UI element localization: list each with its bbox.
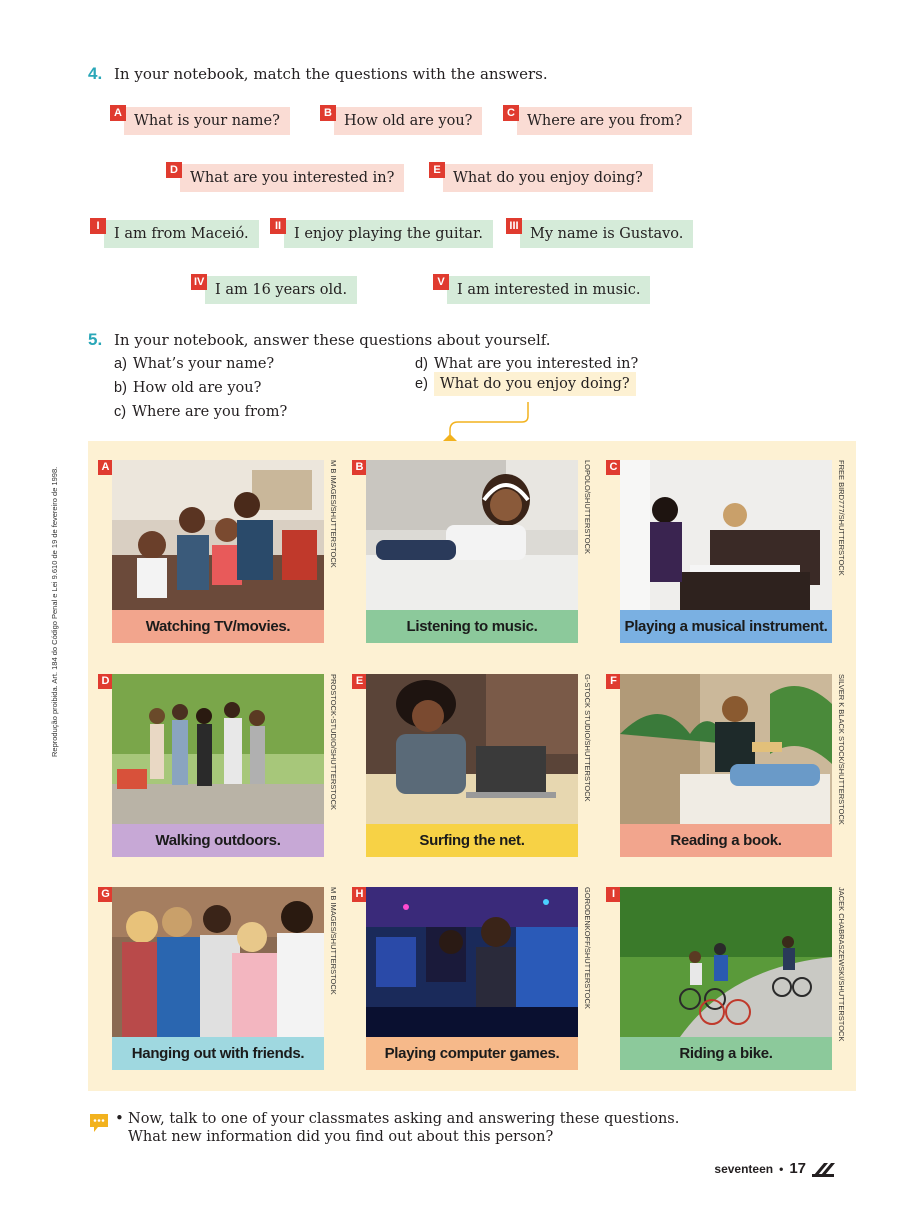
- bullet: •: [115, 1109, 124, 1127]
- question-chip-b: [324, 107, 482, 135]
- photo-credit: M B IMAGES/SHUTTERSTOCK: [329, 887, 338, 995]
- page-word: seventeen: [714, 1161, 774, 1176]
- item-text: What’s your name?: [132, 356, 275, 372]
- card-letter: C: [606, 460, 621, 475]
- question-tag-d: D: [166, 162, 182, 178]
- family-watching-tv-photo: [112, 460, 324, 610]
- card-caption: Reading a book.: [620, 824, 832, 857]
- answer-chip-v: [437, 276, 650, 304]
- activity-card-i: [611, 887, 846, 1071]
- answer-text-ii: I enjoy playing the guitar.: [294, 226, 483, 242]
- friends-hanging-out-photo: [112, 887, 324, 1037]
- activity-card-e: [355, 674, 592, 858]
- photo-credit: M B IMAGES/SHUTTERSTOCK: [329, 460, 338, 568]
- card-letter: E: [352, 674, 367, 689]
- activity-card-c: [609, 460, 846, 644]
- answer-chip-iv: [194, 276, 357, 304]
- exercise-5-item-c: [114, 404, 287, 420]
- photo-credit: SILVER K BLACK STOCK/SHUTTERSTOCK: [837, 674, 846, 825]
- activity-card-d: [101, 674, 338, 858]
- card-letter: H: [352, 887, 367, 902]
- answer-text-iii: My name is Gustavo.: [530, 226, 684, 242]
- footer-separator: •: [779, 1161, 784, 1176]
- friends-walking-outdoors-photo: [112, 674, 324, 824]
- boy-surfing-net-photo: [366, 674, 578, 824]
- exercise-5-item-a: [114, 356, 274, 372]
- question-chip-c: [507, 107, 692, 135]
- item-text: How old are you?: [132, 380, 262, 396]
- publisher-logo-icon: [812, 1161, 838, 1177]
- card-letter: F: [606, 674, 621, 689]
- photo-credit: G-STOCK STUDIO/SHUTTERSTOCK: [583, 674, 592, 802]
- question-tag-e: E: [429, 162, 445, 178]
- photo-credit: GORODENKOFF/SHUTTERSTOCK: [583, 887, 592, 1009]
- exercise-5-item-d: [415, 356, 638, 372]
- exercise-5-item-b: [114, 380, 261, 396]
- card-caption: Watching TV/movies.: [112, 610, 324, 643]
- card-letter: I: [606, 887, 621, 902]
- card-caption: Listening to music.: [366, 610, 578, 643]
- card-letter: G: [98, 887, 113, 902]
- card-letter: B: [352, 460, 367, 475]
- answer-chip-iii: [509, 220, 693, 248]
- page-number: 17: [789, 1160, 806, 1177]
- answer-chip-ii: [274, 220, 493, 248]
- question-chip-e: [433, 164, 653, 192]
- answer-tag-iii: III: [506, 218, 522, 234]
- exercise-4-number: 4.: [88, 64, 103, 83]
- question-text-e: What do you enjoy doing?: [453, 170, 643, 186]
- card-caption: Playing a musical instrument.: [620, 610, 832, 643]
- answer-chip-i: [96, 220, 259, 248]
- exercise-4-instruction: In your notebook, match the questions with the answers.: [114, 65, 548, 83]
- answer-tag-ii: II: [270, 218, 286, 234]
- photo-credit: PROSTOCK-STUDIO/SHUTTERSTOCK: [329, 674, 338, 810]
- copyright-side-note: Reprodução proibida. Art. 184 do Código Penal e Lei 9.610 de 19 de fevereiro de 1998.: [50, 466, 59, 757]
- item-letter: a): [114, 356, 127, 372]
- woman-reading-book-photo: [620, 674, 832, 824]
- question-text-b: How old are you?: [344, 113, 473, 129]
- question-chip-d: [170, 164, 404, 192]
- family-riding-bikes-photo: [620, 887, 832, 1037]
- card-letter: A: [98, 460, 113, 475]
- activity-card-b: [355, 460, 592, 644]
- photo-credit: FREE BIRD777/SHUTTERSTOCK: [837, 460, 846, 576]
- question-text-a: What is your name?: [134, 113, 280, 129]
- speech-bubble-icon: [88, 1112, 110, 1134]
- answer-text-iv: I am 16 years old.: [215, 282, 348, 298]
- question-tag-b: B: [320, 105, 336, 121]
- answer-tag-iv: IV: [191, 274, 207, 290]
- activity-card-h: [355, 887, 592, 1071]
- discussion-instruction: Now, talk to one of your classmates asking and answering these questions. What new information did you find out about this person?: [128, 1111, 680, 1145]
- activity-card-a: [101, 460, 338, 644]
- exercise-5-instruction: In your notebook, answer these questions about yourself.: [114, 331, 551, 349]
- card-caption: Walking outdoors.: [112, 824, 324, 857]
- card-letter: D: [98, 674, 113, 689]
- girl-listening-music-photo: [366, 460, 578, 610]
- activities-panel: [88, 441, 856, 1091]
- question-text-c: Where are you from?: [527, 113, 683, 129]
- item-text: What are you interested in?: [433, 356, 639, 372]
- answer-text-i: I am from Maceió.: [114, 226, 249, 242]
- item-letter: c): [114, 404, 127, 420]
- girl-playing-piano-photo: [620, 460, 832, 610]
- answer-text-v: I am interested in music.: [457, 282, 641, 298]
- item-text: Where are you from?: [132, 404, 288, 420]
- photo-credit: JACEK CHABRASZEWSKI/SHUTTERSTOCK: [837, 887, 846, 1042]
- page-footer: [714, 1160, 838, 1177]
- exercise-5-item-e: [415, 376, 636, 392]
- question-text-d: What are you interested in?: [190, 170, 395, 186]
- exercise-5-number: 5.: [88, 330, 103, 349]
- question-tag-c: C: [503, 105, 519, 121]
- card-caption: Surfing the net.: [366, 824, 578, 857]
- teens-playing-computer-games-photo: [366, 887, 578, 1037]
- card-caption: Hanging out with friends.: [112, 1037, 324, 1070]
- connector-line: [440, 402, 532, 442]
- activity-card-f: [610, 674, 846, 858]
- answer-tag-v: V: [433, 274, 449, 290]
- card-caption: Riding a bike.: [620, 1037, 832, 1070]
- card-caption: Playing computer games.: [366, 1037, 578, 1070]
- highlighted-item-text: What do you enjoy doing?: [434, 372, 636, 396]
- photo-credit: LOPOLO/SHUTTERSTOCK: [583, 460, 592, 555]
- answer-tag-i: I: [90, 218, 106, 234]
- item-letter: b): [114, 380, 127, 396]
- item-letter: d): [415, 356, 428, 372]
- question-chip-a: [114, 107, 290, 135]
- question-tag-a: A: [110, 105, 126, 121]
- item-letter: e): [415, 376, 428, 392]
- activity-card-g: [101, 887, 338, 1071]
